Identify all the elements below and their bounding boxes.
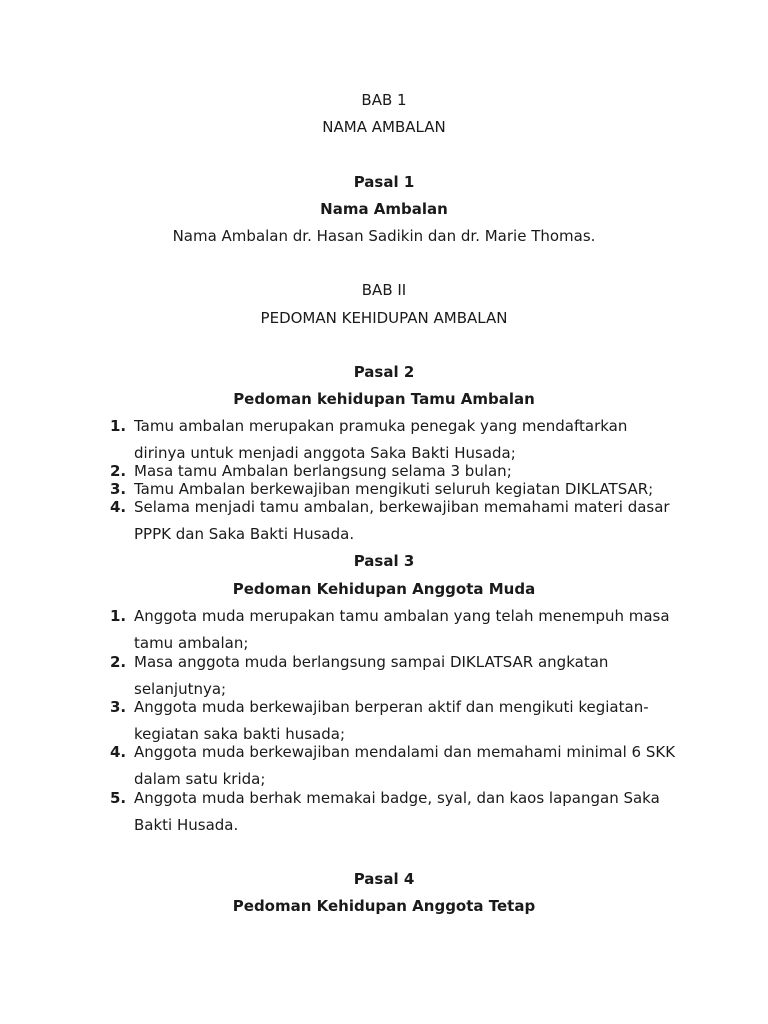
- list-item-text: Tamu ambalan merupakan pramuka penegak yang mendaftarkan: [134, 417, 628, 435]
- list-item-number: 3.: [110, 480, 127, 498]
- pasal4-title: Pedoman Kehidupan Anggota Tetap: [232, 897, 536, 915]
- list-item-text: Tamu Ambalan berkewajiban mengikuti seluruh kegiatan DIKLATSAR;: [134, 480, 654, 498]
- list-item-text: Anggota muda merupakan tamu ambalan yang telah menempuh masa: [134, 607, 670, 625]
- list-item-text: Bakti Husada.: [134, 816, 239, 834]
- pasal3-heading: Pasal 3: [353, 552, 415, 570]
- pasal2-title: Pedoman kehidupan Tamu Ambalan: [233, 390, 535, 408]
- bab2-title: PEDOMAN KEHIDUPAN AMBALAN: [260, 309, 508, 327]
- list-item-text: PPPK dan Saka Bakti Husada.: [134, 525, 355, 543]
- bab2-heading: BAB II: [361, 281, 407, 299]
- list-item-number: 3.: [110, 698, 127, 716]
- list-item-number: 4.: [110, 498, 127, 516]
- list-item-number: 1.: [110, 607, 127, 625]
- list-item-text: Masa anggota muda berlangsung sampai DIKLATSAR angkatan: [134, 653, 609, 671]
- list-item-text: dirinya untuk menjadi anggota Saka Bakti Husada;: [134, 444, 516, 462]
- list-item-text: tamu ambalan;: [134, 634, 249, 652]
- pasal4-heading: Pasal 4: [353, 870, 415, 888]
- list-item-text: selanjutnya;: [134, 680, 227, 698]
- list-item-text: Selama menjadi tamu ambalan, berkewajiban memahami materi dasar: [134, 498, 670, 516]
- list-item-text: kegiatan saka bakti husada;: [134, 725, 346, 743]
- list-item-text: Anggota muda berkewajiban berperan aktif dan mengikuti kegiatan-: [134, 698, 649, 716]
- list-item-text: dalam satu krida;: [134, 770, 266, 788]
- list-item-number: 2.: [110, 653, 127, 671]
- list-item-text: Masa tamu Ambalan berlangsung selama 3 bulan;: [134, 462, 512, 480]
- bab1-title: NAMA AMBALAN: [322, 118, 446, 136]
- pasal1-title: Nama Ambalan: [320, 200, 448, 218]
- list-item-number: 2.: [110, 462, 127, 480]
- bab1-heading: BAB 1: [361, 91, 407, 109]
- list-item-text: Anggota muda berhak memakai badge, syal, dan kaos lapangan Saka: [134, 789, 660, 807]
- list-item-number: 5.: [110, 789, 127, 807]
- pasal1-heading: Pasal 1: [353, 173, 415, 191]
- pasal1-body: Nama Ambalan dr. Hasan Sadikin dan dr. Marie Thomas.: [172, 227, 596, 245]
- list-item-number: 1.: [110, 417, 127, 435]
- pasal3-title: Pedoman Kehidupan Anggota Muda: [232, 580, 536, 598]
- list-item-text: Anggota muda berkewajiban mendalami dan memahami minimal 6 SKK: [134, 743, 676, 761]
- list-item-number: 4.: [110, 743, 127, 761]
- pasal2-heading: Pasal 2: [353, 363, 415, 381]
